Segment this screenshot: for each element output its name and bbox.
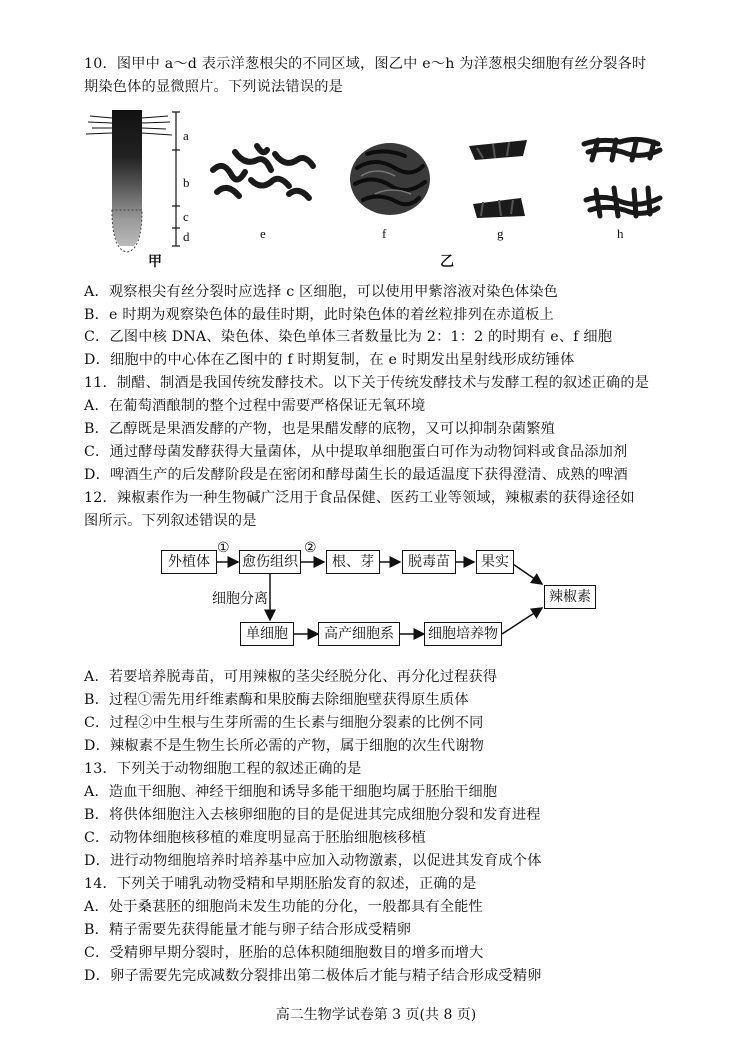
figure-caption-yi: 乙 xyxy=(440,255,454,270)
q13-option-a: A．造血干细胞、神经干细胞和诱导多能干细胞均属于胚胎干细胞 xyxy=(84,784,498,800)
figure-caption-jia: 甲 xyxy=(148,255,162,270)
flow-node-root-bud: 根、芽 xyxy=(326,550,380,574)
q11-option-d: D．啤酒生产的后发酵阶段是在密闭和酵母菌生长的最适温度下获得澄清、成熟的啤酒 xyxy=(84,467,628,483)
q13-stem: 13．下列关于动物细胞工程的叙述正确的是 xyxy=(84,761,362,777)
q14-option-b: B．精子需要先获得能量才能与卵子结合形成受精卵 xyxy=(84,922,412,938)
q14-option-d: D．卵子需要先完成减数分裂排出第二极体后才能与精子结合形成受精卵 xyxy=(84,968,542,984)
q10-option-b: B．e 时期为观察染色体的最佳时期，此时染色体的着丝粒排列在赤道板上 xyxy=(84,307,554,323)
q14-stem: 14．下列关于哺乳动物受精和早期胚胎发育的叙述，正确的是 xyxy=(84,876,477,892)
region-label-c: c xyxy=(183,209,189,224)
q13-option-c: C．动物体细胞核移植的难度明显高于胚胎细胞核移植 xyxy=(84,830,426,846)
chromosome-photo-g xyxy=(463,134,533,224)
flow-step-2: ② xyxy=(304,540,317,556)
flow-step-1: ① xyxy=(217,540,230,556)
q11-stem: 11．制醋、制酒是我国传统发酵技术。以下关于传统发酵技术与发酵工程的叙述正确的是 xyxy=(84,375,650,391)
page-footer: 高二生物学试卷第 3 页(共 8 页) xyxy=(275,1007,477,1023)
flow-node-cell-culture: 细胞培养物 xyxy=(424,622,502,646)
q14-option-c: C．受精卵早期分裂时，胚胎的总体积随细胞数目的增多而增大 xyxy=(84,945,484,961)
flow-node-capsaicin: 辣椒素 xyxy=(544,585,596,609)
q13-option-d: D．进行动物细胞培养时培养基中应加入动物激素，以促进其发育成个体 xyxy=(84,853,542,869)
q11-option-a: A．在葡萄酒酿制的整个过程中需要严格保证无氧环境 xyxy=(84,398,426,414)
q12-option-c: C．过程②中生根与生芽所需的生长素与细胞分裂素的比例不同 xyxy=(84,715,484,731)
q12-stem-line1: 12．辣椒素作为一种生物碱广泛用于食品保健、医药工业等领域，辣椒素的获得途径如 xyxy=(84,490,635,506)
q10-option-c: C．乙图中核 DNA、染色体、染色单体三者数量比为 2：1：2 的时期有 e、f 细胞 xyxy=(84,329,613,345)
region-label-d: d xyxy=(183,229,190,244)
flow-node-explant: 外植体 xyxy=(161,550,217,574)
q12-option-a: A．若要培养脱毒苗，可用辣椒的茎尖经脱分化、再分化过程获得 xyxy=(84,669,498,685)
flow-node-virus-free-seedling: 脱毒苗 xyxy=(402,550,456,574)
photo-label-h: h xyxy=(617,226,624,241)
region-label-b: b xyxy=(183,175,190,190)
region-label-a: a xyxy=(183,128,189,143)
flow-node-high-yield-cell-line: 高产细胞系 xyxy=(318,622,400,646)
q11-option-b: B．乙醇既是果酒发酵的产物，也是果醋发酵的底物，又可以抑制杂菌繁殖 xyxy=(84,421,556,437)
q12-option-d: D．辣椒素不是生物生长所必需的产物，属于细胞的次生代谢物 xyxy=(84,738,485,754)
flow-node-fruit: 果实 xyxy=(476,550,514,574)
q12-stem-line2: 图所示。下列叙述错误的是 xyxy=(84,513,257,529)
q14-option-a: A．处于桑葚胚的细胞尚未发生功能的分化，一般都具有全能性 xyxy=(84,899,483,915)
q10-stem-line2: 期染色体的显微照片。下列说法错误的是 xyxy=(84,79,343,95)
photo-label-f: f xyxy=(382,226,387,241)
chromosome-photo-h xyxy=(578,130,668,226)
q11-option-c: C．通过酵母菌发酵获得大量菌体，从中提取单细胞蛋白可作为动物饲料或食品添加剂 xyxy=(84,444,628,460)
flow-node-single-cell: 单细胞 xyxy=(240,622,294,646)
q13-option-b: B．将供体细胞注入去核卵细胞的目的是促进其完成细胞分裂和发育进程 xyxy=(84,807,541,823)
chromosome-photo-e xyxy=(205,130,325,220)
photo-label-g: g xyxy=(497,226,504,241)
q12-option-b: B．过程①需先用纤维素酶和果胶酶去除细胞壁获得原生质体 xyxy=(84,692,469,708)
chromosome-photo-f xyxy=(345,138,435,220)
q10-option-a: A．观察根尖有丝分裂时应选择 c 区细胞，可以使用甲紫溶液对染色体染色 xyxy=(84,284,559,300)
flow-cell-separation: 细胞分离 xyxy=(212,591,268,607)
flow-node-callus: 愈伤组织 xyxy=(239,550,301,574)
q10-stem-line1: 10．图甲中 a～d 表示洋葱根尖的不同区域，图乙中 e～h 为洋葱根尖细胞有丝分裂各时 xyxy=(84,56,647,72)
photo-label-e: e xyxy=(260,226,266,241)
q10-option-d: D．细胞中的中心体在乙图中的 f 时期复制，在 e 时期发出星射线形成纺锤体 xyxy=(84,352,575,368)
